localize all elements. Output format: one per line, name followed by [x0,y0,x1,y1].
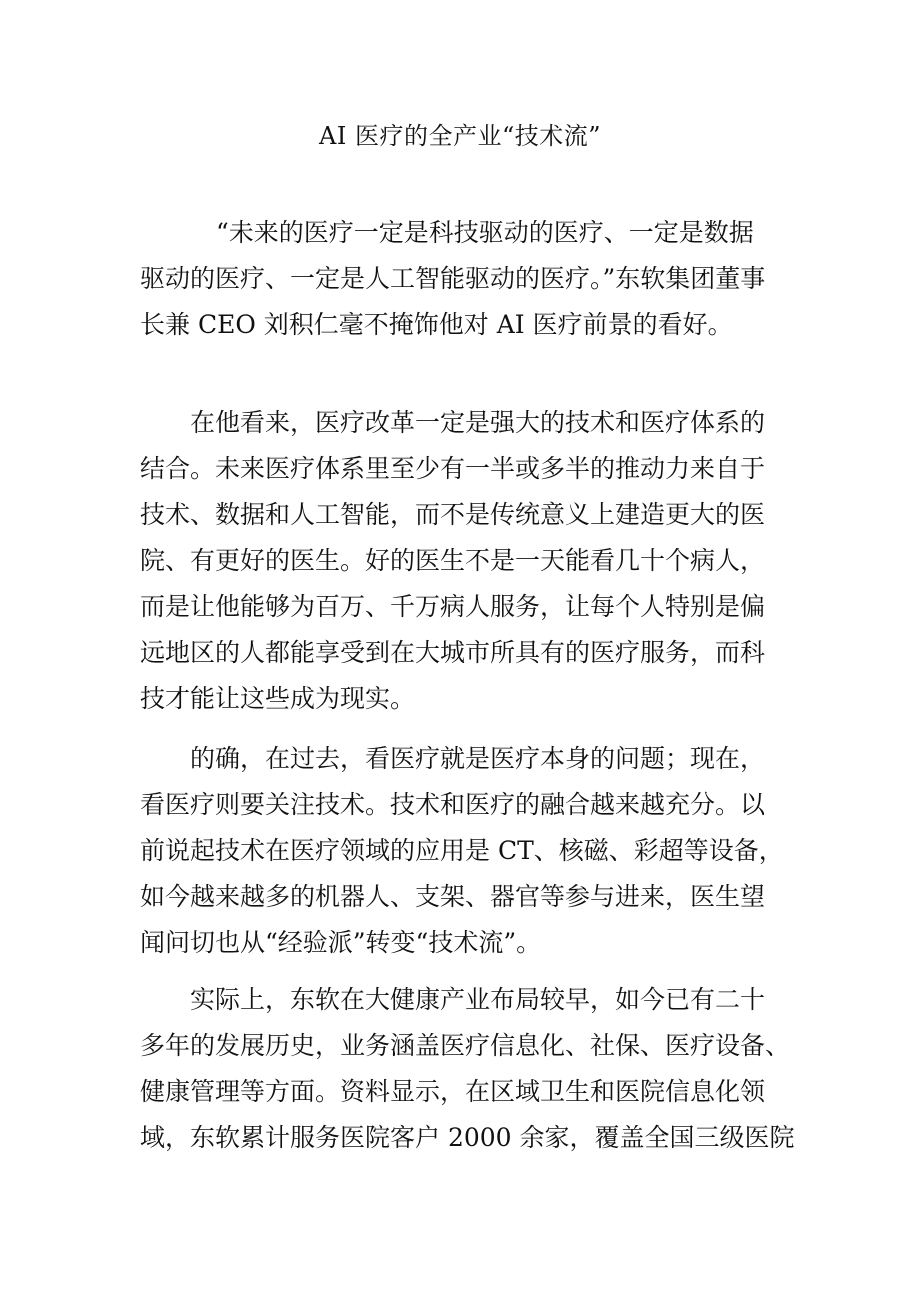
paragraph-line: 驱动的医疗、一定是人工智能驱动的医疗。”东软集团董事 [140,264,766,293]
paragraph-line: 实际上，东软在大健康产业布局较早，如今已有二十 [190,985,766,1014]
paragraph-quote [140,210,780,348]
paragraph-line: “未来的医疗一定是科技驱动的医疗、一定是数据 [216,218,754,247]
paragraph-line: 如今越来越多的机器人、支架、器官等参与进来，医生望 [140,882,766,911]
paragraph-line: 前说起技术在医疗领域的应用是 CT、核磁、彩超等设备， [140,836,784,865]
paragraph-line: 域，东软累计服务医院客户 2000 余家，覆盖全国三级医院 [140,1123,795,1152]
paragraph-neusoft [140,977,795,1161]
paragraph-line: 技才能让这些成为现实。 [140,684,416,713]
paragraph-line: 技术、数据和人工智能，而不是传统意义上建造更大的医 [140,500,766,529]
paragraph-line: 院、有更好的医生。好的医生不是一天能看几十个病人， [140,546,766,575]
paragraph-line: 健康管理等方面。资料显示，在区域卫生和医院信息化领 [140,1077,766,1106]
paragraph-line: 在他看来，医疗改革一定是强大的技术和医疗体系的 [190,408,766,437]
paragraph-reform [140,400,780,722]
paragraph-line: 的确，在过去，看医疗就是医疗本身的问题；现在， [190,744,766,773]
paragraph-line: 多年的发展历史，业务涵盖医疗信息化、社保、医疗设备、 [140,1031,791,1060]
document-title: AI 医疗的全产业“技术流” [319,122,601,150]
paragraph-line: 远地区的人都能享受到在大城市所具有的医疗服务，而科 [140,638,766,667]
paragraph-technology [140,736,784,966]
paragraph-line: 而是让他能够为百万、千万病人服务，让每个人特别是偏 [140,592,766,621]
paragraph-line: 结合。未来医疗体系里至少有一半或多半的推动力来自于 [140,454,766,483]
paragraph-line: 闻问切也从“经验派”转变“技术流”。 [140,928,542,957]
paragraph-line: 看医疗则要关注技术。技术和医疗的融合越来越充分。以 [140,790,766,819]
paragraph-line: 长兼 CEO 刘积仁毫不掩饰他对 AI 医疗前景的看好。 [140,310,733,339]
